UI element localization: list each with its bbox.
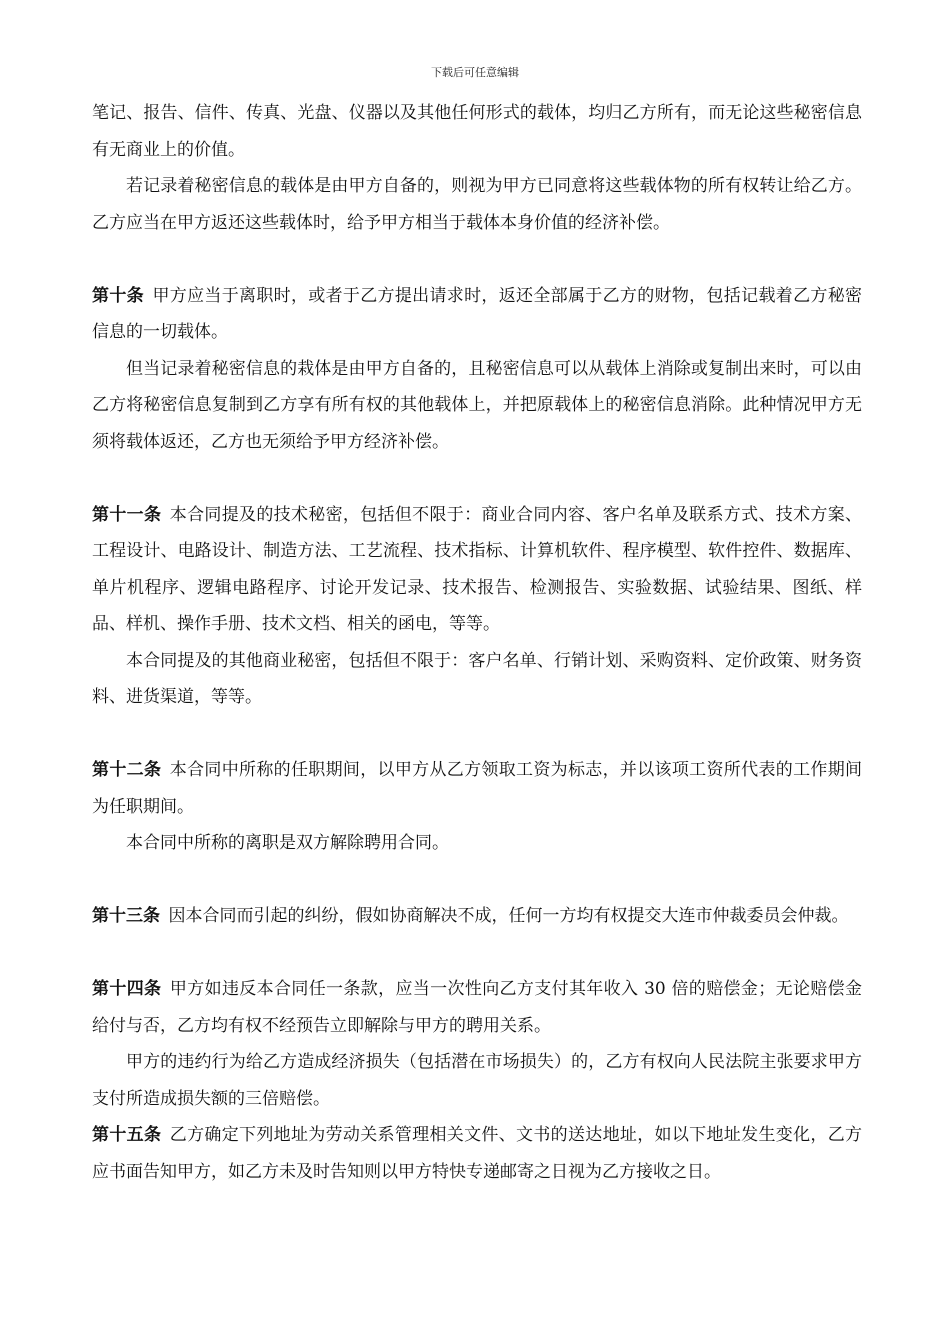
article-14 bbox=[92, 971, 862, 1044]
article-number: 第十三条 bbox=[92, 906, 160, 926]
paragraph-text: 但当记录着秘密信息的栽体是由甲方自备的，且秘密信息可以从载体上消除或复制出来时，可以由乙方将秘密信息复制到乙方享有所有权的其他载体上，并把原载体上的秘密信息消除。此种情况甲方无须将载体返还，乙方也无须给予甲方经济补偿。 bbox=[92, 358, 862, 452]
article-15 bbox=[92, 1117, 862, 1190]
article-13 bbox=[92, 898, 862, 935]
article-number: 第十条 bbox=[92, 285, 144, 306]
article-text: 因本合同而引起的纠纷，假如协商解决不成，任何一方均有权提交大连市仲裁委员会仲裁。 bbox=[168, 906, 849, 926]
article-number: 第十四条 bbox=[92, 979, 162, 999]
article-text: 本合同中所称的任职期间，以甲方从乙方领取工资为标志，并以该项工资所代表的工作期间为任职期间。 bbox=[92, 760, 863, 817]
paragraph-gap bbox=[92, 241, 862, 278]
paragraph-text: 本合同中所称的离职是双方解除聘用合同。 bbox=[126, 833, 449, 853]
paragraph-article-10-detail bbox=[92, 351, 862, 461]
paragraph-text: 本合同提及的其他商业秘密，包括但不限于：客户名单、行销计划、采购资料、定价政策、财务资料、进货渠道，等等。 bbox=[92, 650, 862, 707]
article-number: 第十五条 bbox=[92, 1125, 162, 1145]
document-body bbox=[92, 95, 862, 1190]
article-number: 第十二条 bbox=[92, 760, 162, 780]
article-11 bbox=[92, 497, 862, 643]
article-10 bbox=[92, 278, 862, 351]
page-header: 下载后可任意编辑 bbox=[431, 66, 519, 79]
paragraph-text: 笔记、报告、信件、传真、光盘、仪器以及其他任何形式的载体，均归乙方所有，而无论这些秘密信息有无商业上的价值。 bbox=[92, 103, 862, 160]
paragraph-article-12-detail bbox=[92, 825, 862, 862]
paragraph-gap bbox=[92, 935, 862, 972]
paragraph-gap bbox=[92, 862, 862, 899]
article-text: 本合同提及的技术秘密，包括但不限于：商业合同内容、客户名单及联系方式、技术方案、工程设计、电路设计、制造方法、工艺流程、技术指标、计算机软件、程序模型、软件控件、数据库、单片机程序、逻辑电路程序、讨论开发记录、技术报告、检测报告、实验数据、试验结果、图纸、样品、样机、操作手册、技术文档、相关的函电，等等。 bbox=[92, 504, 863, 634]
paragraph-gap bbox=[92, 716, 862, 753]
paragraph-text: 甲方的违约行为给乙方造成经济损失（包括潜在市场损失）的，乙方有权向人民法院主张要求甲方支付所造成损失额的三倍赔偿。 bbox=[92, 1052, 862, 1109]
article-text: 乙方确定下列地址为劳动关系管理相关文件、文书的送达地址，如以下地址发生变化，乙方应书面告知甲方，如乙方未及时告知则以甲方特快专递邮寄之日视为乙方接收之日。 bbox=[92, 1125, 863, 1182]
paragraph-gap bbox=[92, 460, 862, 497]
paragraph-article-11-detail bbox=[92, 643, 862, 716]
article-12 bbox=[92, 752, 862, 825]
paragraph-self-provided-carrier bbox=[92, 168, 862, 241]
paragraph-text: 若记录着秘密信息的载体是由甲方自备的，则视为甲方已同意将这些载体物的所有权转让给乙方。乙方应当在甲方返还这些载体时，给予甲方相当于载体本身价值的经济补偿。 bbox=[92, 176, 862, 233]
paragraph-article-14-detail bbox=[92, 1044, 862, 1117]
paragraph-carrier-ownership bbox=[92, 95, 862, 168]
article-text: 甲方如违反本合同任一条款，应当一次性向乙方支付其年收入 30 倍的赔偿金；无论赔偿金给付与否，乙方均有权不经预告立即解除与甲方的聘用关系。 bbox=[92, 979, 862, 1036]
article-text: 甲方应当于离职时，或者于乙方提出请求时，返还全部属于乙方的财物，包括记载着乙方秘密信息的一切载体。 bbox=[92, 285, 863, 342]
article-number: 第十一条 bbox=[92, 504, 162, 525]
